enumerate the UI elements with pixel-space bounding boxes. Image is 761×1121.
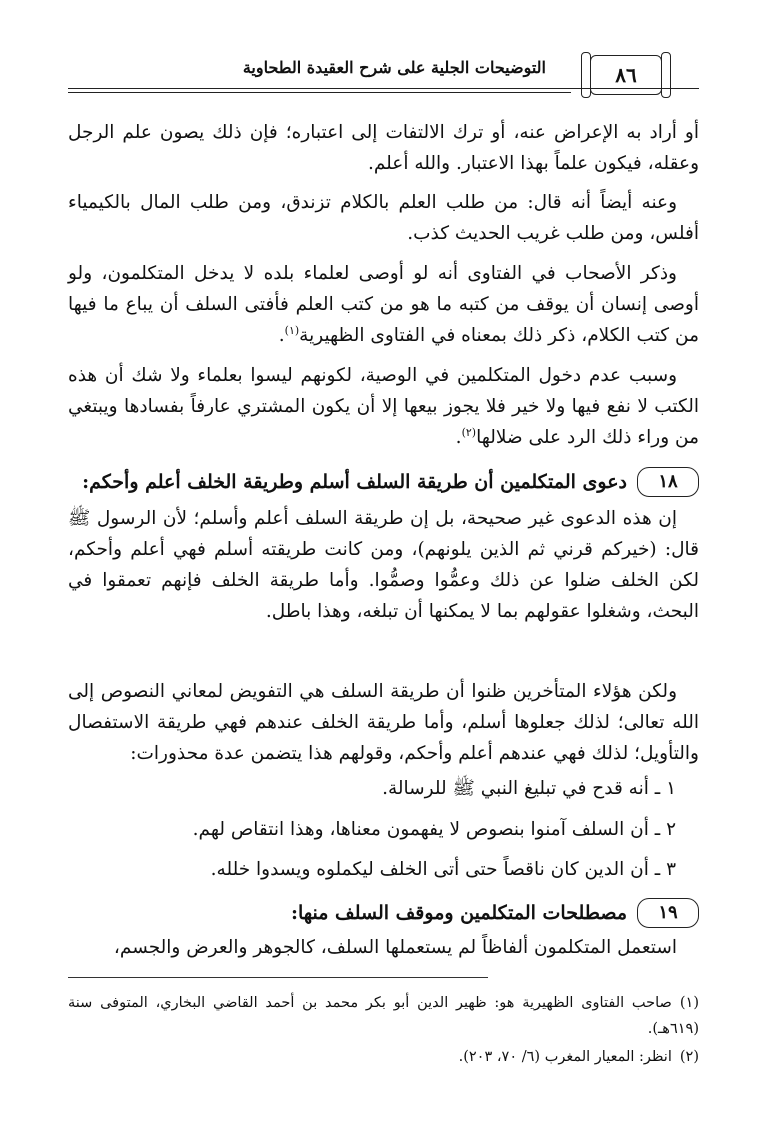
paragraph-2: وعنه أيضاً أنه قال: من طلب العلم بالكلام تزندق، ومن طلب المال بالكيمياء أفلس، ومن طلب غريب الحديث كذب. — [68, 192, 699, 244]
footnote-number: (٢) — [679, 1049, 699, 1065]
paragraph-7: استعمل المتكلمون ألفاظاً لم يستعملها السلف، كالجوهر والعرض والجسم، — [113, 937, 677, 958]
paragraph-6: ولكن هؤلاء المتأخرين ظنوا أن طريقة السلف هي التفويض لمعاني النصوص إلى الله تعالى؛ لذلك جعلوها أسلم، وأما طريقة الخلف عندهم فهي طريقة الاستفصال والتأويل؛ لذلك فهي عندهم أعلم وأحكم، وقولهم هذا يتضمن عدة محذورات: — [68, 681, 699, 764]
footnote-text: انظر: المعيار المغرب (٦/ ٧٠، ٢٠٣). — [458, 1049, 672, 1065]
footnote-1 — [68, 990, 699, 1042]
section-heading-18 — [68, 467, 699, 497]
header-rule-secondary — [68, 92, 571, 93]
paragraph-4-text: وسبب عدم دخول المتكلمين في الوصية، لكونهم ليسوا بعلماء ولا شك أن هذه الكتب لا نفع فيها ولا خير فلا يجوز بيعها إلا أن يكون المشتري عارفاً بفسادها ويبتغي من وراء ذلك الرد على ضلالها — [68, 365, 699, 448]
paragraph-5: إن هذه الدعوى غير صحيحة، بل إن طريقة السلف أعلم وأسلم؛ لأن الرسول ﷺ قال: (خيركم قرني ثم الذين يلونهم)، ومن كانت طريقته أسلم فهي أعلم وأحكم، لكن الخلف ضلوا عن ذلك وعمُّوا وصمُّوا. وأما طريقة الخلف فإنهم تعمقوا في البحث، وشغلوا عقولهم بما لا يمكنها أن تبلغه، وهذا باطل. — [68, 508, 699, 622]
paragraph-4-end: . — [455, 427, 462, 448]
footnote-ref-2[interactable]: (٢) — [461, 425, 477, 439]
section-number-badge: ١٨ — [637, 467, 699, 497]
paragraph-4 — [68, 360, 699, 453]
footnote-text: صاحب الفتاوى الظهيرية هو: ظهير الدين أبو بكر محمد بن أحمد القاضي البخاري، المتوفى سنة (٦١٩هـ). — [68, 995, 699, 1037]
page-number-frame — [590, 55, 662, 95]
footnote-separator — [68, 977, 488, 978]
running-title: التوضيحات الجلية على شرح العقيدة الطحاوية — [242, 58, 546, 77]
paragraph-1: أو أراد به الإعراض عنه، أو ترك الالتفات إلى اعتباره؛ فإن ذلك يصون علم الرجل وعقله، فيكون علماً بهذا الاعتبار. والله أعلم. — [68, 122, 699, 174]
footnote-ref-1[interactable]: (١) — [284, 323, 300, 337]
paragraph-3 — [68, 258, 699, 351]
footnote-number: (١) — [679, 995, 699, 1011]
header-rule — [68, 88, 699, 89]
section-number-badge: ١٩ — [637, 898, 699, 928]
list-item: ٣ ـ أن الدين كان ناقصاً حتى أتى الخلف ليكملوه ويسدوا خلله. — [210, 859, 676, 880]
section-title: مصطلحات المتكلمين وموقف السلف منها: — [290, 902, 627, 924]
list-item: ١ ـ أنه قدح في تبليغ النبي ﷺ للرسالة. — [382, 778, 676, 799]
paragraph-3-end: . — [278, 325, 285, 346]
paragraph-3-text: وذكر الأصحاب في الفتاوى أنه لو أوصى لعلماء بلده لا يدخل المتكلمون، ولو أوصى إنسان أن يوقف من كتبه ما هو من كتب العلم فأفتى السلف أن يباع ما فيها من كتب الكلام، ذكر ذلك بمعناه في الفتاوى الظهيرية — [68, 263, 699, 346]
page-number: ٨٦ — [615, 63, 637, 87]
footnote-2 — [68, 1044, 699, 1070]
section-heading-19 — [68, 898, 699, 928]
list-item: ٢ ـ أن السلف آمنوا بنصوص لا يفهمون معناها، وهذا انتقاص لهم. — [192, 819, 676, 840]
section-title: دعوى المتكلمين أن طريقة السلف أسلم وطريقة الخلف أعلم وأحكم: — [82, 471, 627, 493]
